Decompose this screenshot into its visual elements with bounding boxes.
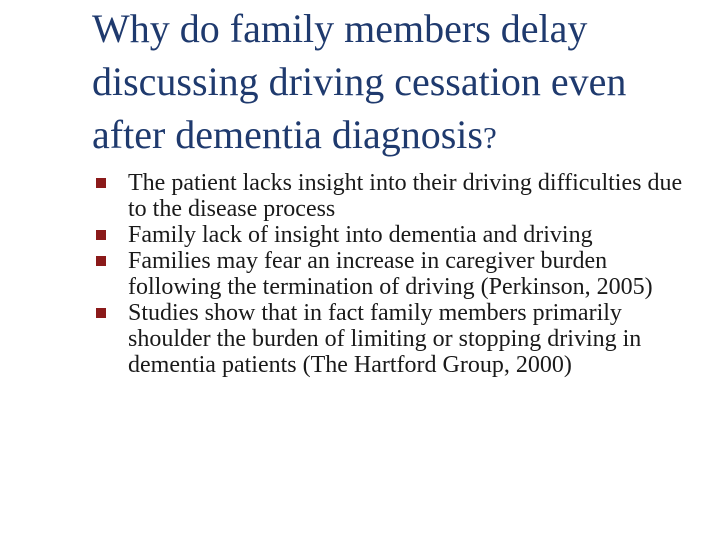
- square-bullet-icon: [96, 230, 106, 240]
- bullet-text: Families may fear an increase in caregiver burden following the termination of driving (Perkinson, 2005): [128, 248, 653, 300]
- square-bullet-icon: [96, 178, 106, 188]
- bullet-text: The patient lacks insight into their driving difficulties due to the disease process: [128, 170, 683, 222]
- square-bullet-icon: [96, 256, 106, 266]
- square-bullet-icon: [96, 308, 106, 318]
- bullet-text: Studies show that in fact family members primarily shoulder the burden of limiting or stopping driving in dementia patients (The Hartford Group, 2000): [128, 300, 642, 378]
- slide-title: [92, 2, 702, 164]
- bullet-item: [96, 300, 706, 378]
- bullet-item: [96, 248, 706, 300]
- bullet-item: [96, 222, 706, 248]
- slide-title-question-mark: ?: [482, 120, 497, 155]
- bullet-list: [96, 170, 706, 378]
- bullet-text: Family lack of insight into dementia and driving: [128, 222, 593, 248]
- bullet-item: [96, 170, 706, 222]
- slide-title-text: Why do family members delay discussing driving cessation even after dementia diagnosis: [92, 6, 627, 157]
